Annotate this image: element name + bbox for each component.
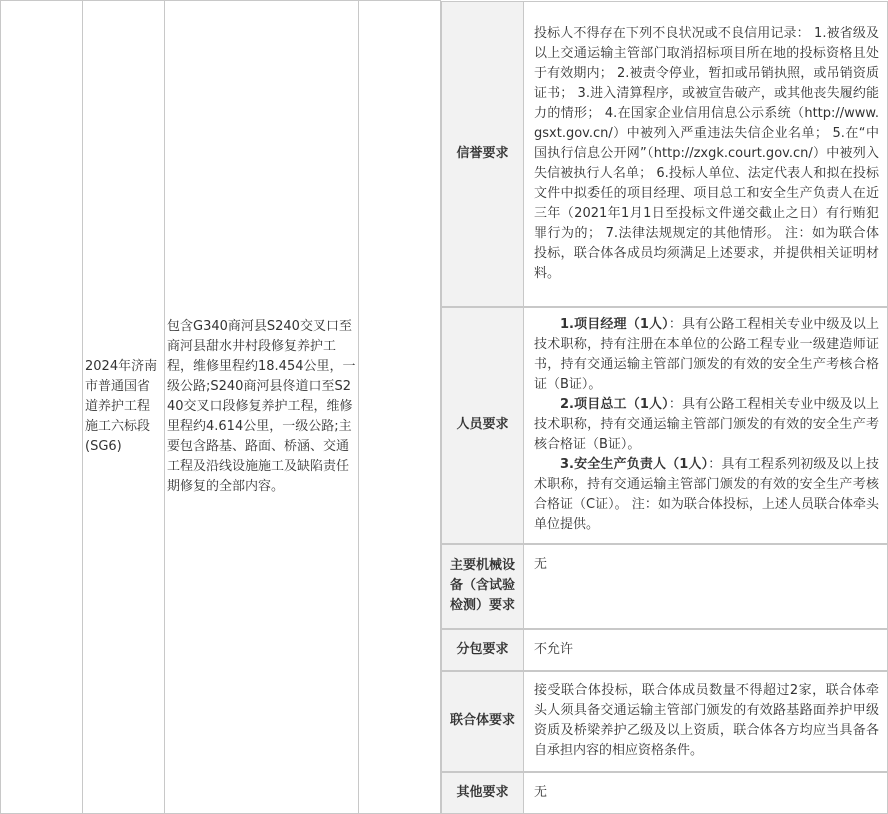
other-label: 其他要求 (442, 772, 524, 813)
consortium-label: 联合体要求 (442, 671, 524, 771)
subcontract-value: 不允许 (524, 629, 888, 670)
personnel-item-text: ：具有公路工程相关专业中级及以上技术职称，持有注册在本单位的公路工程专业一级建造师证书，持有交通运输主管部门颁发的有效的安全生产考核合格证（B证）。 (534, 317, 879, 392)
consortium-value: 接受联合体投标，联合体成员数量不得超过2家，联合体牵头人须具备交通运输主管部门颁发的有效路基路面养护甲级资质及桥梁养护乙级及以上资质，联合体各方均应当具备各自承担内容的相应资格条件。 (524, 671, 888, 771)
other-row-wrap (441, 772, 805, 814)
personnel-item-title: 2.项目总工（1人） (560, 397, 669, 412)
machinery-value: 无 (524, 544, 888, 628)
machinery-row-wrap (441, 544, 805, 629)
other-value: 无 (524, 772, 888, 813)
table-row (1, 1, 805, 307)
credit-row-wrap (441, 1, 879, 307)
personnel-item-title: 1.项目经理（1人） (560, 317, 669, 332)
personnel-item-text: ：具有公路工程相关专业中级及以上技术职称，持有交通运输主管部门颁发的有效的安全生产考核合格证（B证）。 (534, 397, 879, 452)
blank-gap-cell (359, 1, 441, 814)
subcontract-row-wrap (441, 629, 805, 671)
personnel-label: 人员要求 (442, 307, 524, 543)
personnel-item (534, 395, 879, 455)
credit-label: 信誉要求 (442, 1, 524, 306)
personnel-item (534, 455, 879, 535)
scope-cell (165, 1, 359, 814)
subcontract-label: 分包要求 (442, 629, 524, 670)
personnel-item-title: 3.安全生产负责人（1人） (560, 457, 709, 472)
segment-name-cell (83, 1, 165, 814)
segment-name: 2024年济南市普通国省道养护工程施工六标段(SG6) (85, 359, 158, 454)
blank-index-cell (1, 1, 83, 814)
personnel-row-wrap (441, 307, 879, 544)
personnel-value (524, 307, 888, 543)
personnel-item (534, 315, 879, 395)
personnel-item-text: ：具有工程系列初级及以上技术职称，持有交通运输主管部门颁发的有效的安全生产考核合格证（C证）。 注：如为联合体投标，上述人员联合体牵头单位提供。 (534, 457, 879, 532)
credit-value: 投标人不得存在下列不良状况或不良信用记录： 1.被省级及以上交通运输主管部门取消招标项目所在地的投标资格且处于有效期内； 2.被责令停业，暂扣或吊销执照，或吊销资质证书； 3.进入清算程序，或被宣告破产，或其他丧失履约能力的情形； 4.在国家企业信用信息公示系统（http://www.gsxt.gov.cn/）中被列入严重违法失信企业名单； 5.在“中国执行信息公开网”（http://zxgk.court.gov.cn/）中被列入失信被执行人名单； 6.投标人单位、法定代表人和拟在投标文件中拟委任的项目经理、项目总工和安全生产负责人在近三年（2021年1月1日至投标文件递交截止之日）有行贿犯罪行为的； 7.法律法规规定的其他情形。 注：如为联合体投标，联合体各成员均须满足上述要求，并提供相关证明材料。 (524, 1, 888, 306)
machinery-label: 主要机械设备（含试验检测）要求 (442, 544, 524, 628)
scope-text: 包含G340商河县S240交叉口至商河县甜水井村段修复养护工程，维修里程约18.454公里，一级公路;S240商河县佟道口至S240交叉口段修复养护工程，维修里程约4.614公里，一级公路;主要包含路基、路面、桥涵、交通工程及沿线设施施工及缺陷责任期修复的全部内容。 (167, 319, 356, 494)
consortium-row-wrap (441, 671, 879, 772)
